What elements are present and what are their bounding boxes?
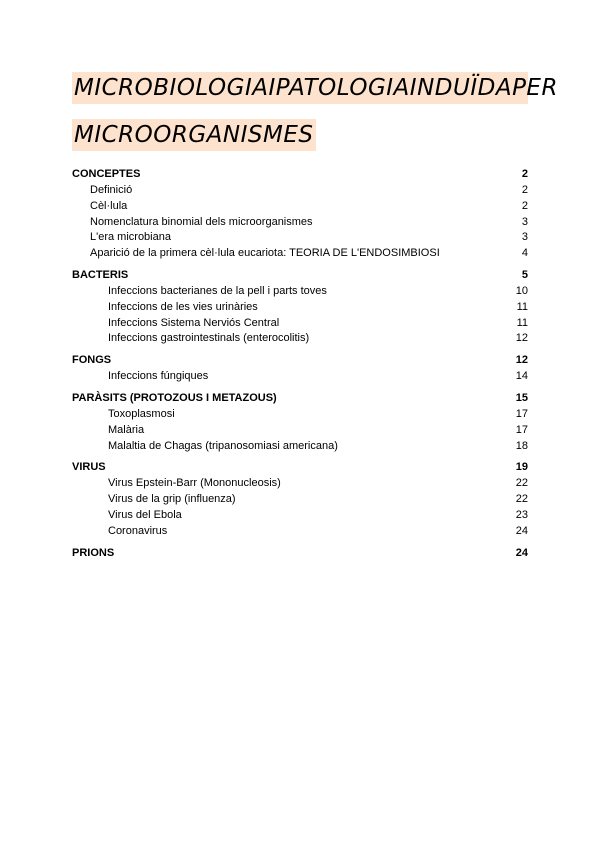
toc-entry[interactable] <box>72 284 528 300</box>
toc-entry-label: Virus Epstein-Barr (Mononucleosis) <box>108 477 281 490</box>
toc-entry-label: L'era microbiana <box>90 231 171 244</box>
toc-entry-heading[interactable] <box>72 352 528 369</box>
toc-entry-label: Malaltia de Chagas (tripanosomiasi americana) <box>108 439 338 452</box>
toc-page-number: 18 <box>515 439 528 452</box>
title-word: PATOLOGIA <box>275 75 410 101</box>
toc-page-number: 2 <box>521 168 528 180</box>
toc-entry-heading[interactable] <box>72 545 528 562</box>
toc-section <box>72 545 528 562</box>
toc-entry[interactable] <box>72 183 528 199</box>
toc-entry-label: Aparició de la primera cèl·lula eucariota: TEORIA DE L'ENDOSIMBIOSI <box>90 247 440 260</box>
toc-page-number: 19 <box>515 461 528 474</box>
toc-entry[interactable] <box>72 476 528 492</box>
toc-entry-label: Nomenclatura binomial dels microorganismes <box>90 215 313 228</box>
toc-entry[interactable] <box>72 492 528 508</box>
toc-entry[interactable] <box>72 524 528 540</box>
toc-page-number: 10 <box>515 284 528 297</box>
toc-section <box>72 352 528 385</box>
toc-entry-label: Infeccions fúngiques <box>108 370 209 383</box>
toc-page-number: 11 <box>516 316 528 329</box>
toc-entry-label: FONGS <box>72 354 112 367</box>
toc-entry[interactable] <box>72 246 528 262</box>
toc-section <box>72 166 528 262</box>
title-highlight: MICROORGANISMES <box>72 119 316 151</box>
toc-entry-heading[interactable] <box>72 267 528 284</box>
toc-section <box>72 390 528 454</box>
toc-entry[interactable] <box>72 439 528 455</box>
toc-page-number: 15 <box>515 391 528 404</box>
toc-entry[interactable] <box>72 199 528 215</box>
toc-page-number: 24 <box>515 524 528 537</box>
toc-entry-label: Toxoplasmosi <box>108 407 175 420</box>
title-word: PER <box>512 75 558 101</box>
toc-page-number: 3 <box>521 231 528 244</box>
toc-page-number: 17 <box>515 407 528 420</box>
toc-page-number: 2 <box>521 184 528 196</box>
toc-entry[interactable] <box>72 230 528 246</box>
toc-entry-heading[interactable] <box>72 390 528 407</box>
title-word: I <box>268 75 276 101</box>
toc-entry-label: Virus del Ebola <box>108 508 182 521</box>
toc-entry-label: CONCEPTES <box>72 168 141 180</box>
toc-page-number: 4 <box>521 247 528 260</box>
toc-entry[interactable] <box>72 407 528 423</box>
toc-entry-label: Infeccions bacterianes de la pell i parts toves <box>108 284 327 297</box>
title-highlight <box>72 72 558 104</box>
toc-entry-label: PARÀSITS (PROTOZOUS I METAZOUS) <box>72 391 277 404</box>
toc-entry[interactable] <box>72 316 528 332</box>
toc-entry-label: Infeccions gastrointestinals (enterocolitis) <box>108 332 310 345</box>
toc-page-number: 12 <box>515 354 528 367</box>
toc-entry-label: Cèl·lula <box>90 199 128 212</box>
toc-entry-label: Infeccions de les vies urinàries <box>108 300 258 313</box>
toc-page-number: 11 <box>516 300 528 313</box>
toc-entry[interactable] <box>72 331 528 347</box>
toc-entry[interactable] <box>72 423 528 439</box>
toc-page-number: 14 <box>515 370 528 383</box>
toc-entry-label: Malària <box>108 423 145 436</box>
toc-entry-label: Infeccions Sistema Nerviós Central <box>108 316 280 329</box>
toc-entry-label: Definició <box>90 184 133 196</box>
title-word: MICROBIOLOGIA <box>74 75 269 101</box>
table-of-contents <box>72 166 528 567</box>
toc-section <box>72 267 528 347</box>
toc-page-number: 23 <box>515 508 528 521</box>
toc-entry[interactable] <box>72 369 528 385</box>
toc-entry-label: Coronavirus <box>108 524 168 537</box>
toc-entry-label: Virus de la grip (influenza) <box>108 493 236 506</box>
toc-entry-label: VIRUS <box>72 461 106 474</box>
toc-section <box>72 459 528 539</box>
toc-page-number: 24 <box>515 546 528 559</box>
toc-page-number: 2 <box>521 199 528 212</box>
title-word: INDUÏDA <box>409 75 513 101</box>
document-title-line-1 <box>72 72 558 104</box>
toc-entry-heading[interactable] <box>72 166 528 183</box>
toc-entry[interactable] <box>72 300 528 316</box>
toc-page-number: 5 <box>521 268 528 281</box>
toc-entry[interactable] <box>72 508 528 524</box>
toc-page-number: 3 <box>521 215 528 228</box>
toc-entry[interactable] <box>72 215 528 231</box>
toc-page-number: 17 <box>515 423 528 436</box>
toc-entry-heading[interactable] <box>72 459 528 476</box>
toc-entry-label: PRIONS <box>72 546 115 559</box>
toc-page-number: 22 <box>515 477 528 490</box>
toc-entry-label: BACTERIS <box>72 268 129 281</box>
toc-page-number: 22 <box>515 493 528 506</box>
document-title-line-2 <box>72 119 316 151</box>
toc-page-number: 12 <box>515 332 528 345</box>
